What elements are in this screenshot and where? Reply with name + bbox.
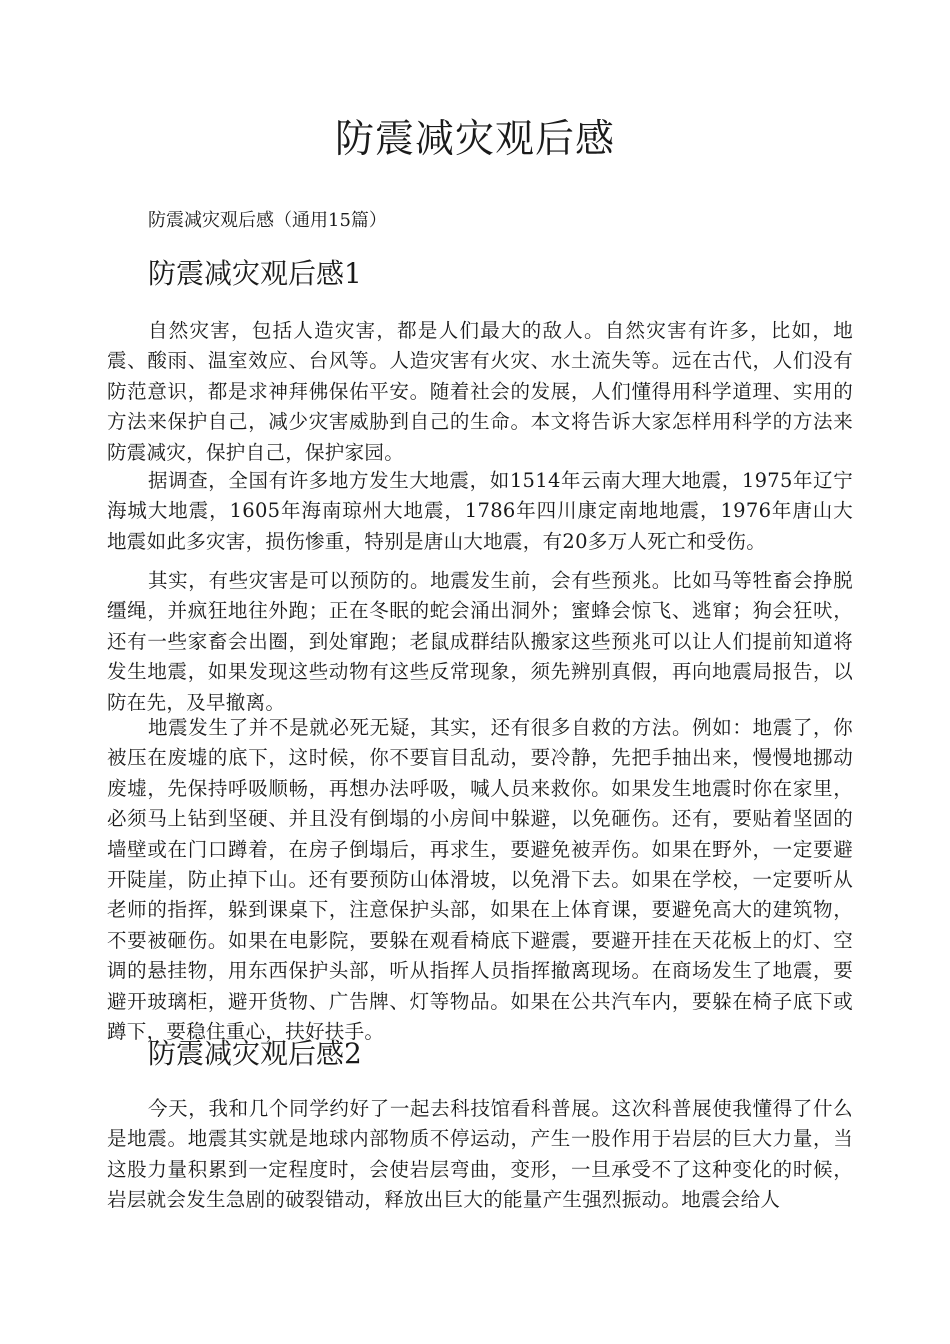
section-1-paragraph-4: 地震发生了并不是就必死无疑，其实，还有很多自救的方法。例如：地震了，你被压在废墟的底下，这时候，你不要盲目乱动，要冷静，先把手抽出来，慢慢地挪动废墟，先保持呼吸顺畅，再想办法呼吸，喊人员来救你。如果发生地震时你在家里，必须马上钻到坚硬、并且没有倒塌的小房间中躲避，以免砸伤。还有，要贴着坚固的墙壁或在门口蹲着，在房子倒塌后，再求生，要避免被弄伤。如果在野外，一定要避开陡崖，防止掉下山。还有要预防山体滑坡，以免滑下去。如果在学校，一定要听从老师的指挥，躲到课桌下，注意保护头部，如果在上体育课，要避免高大的建筑物，不要被砸伤。如果在电影院，要躲在观看椅底下避震，要避开挂在天花板上的灯、空调的悬挂物，用东西保护头部，听从指挥人员指挥撤离现场。在商场发生了地震，要避开玻璃柜，避开货物、广告牌、灯等物品。如果在公共汽车内，要躲在椅子底下或蹲下，要稳住重心，扶好扶手。 bbox=[107, 716, 853, 1044]
section-1-paragraph-2: 据调查，全国有许多地方发生大地震，如1514年云南大理大地震，1975年辽宁海城大地震，1605年海南琼州大地震，1786年四川康定南地地震，1976年唐山大地震如此多灾害，损伤惨重，特别是唐山大地震，有20多万人死亡和受伤。 bbox=[107, 469, 853, 553]
section-1-paragraph-3: 其实，有些灾害是可以预防的。地震发生前，会有些预兆。比如马等牲畜会挣脱缰绳，并疯狂地往外跑；正在冬眠的蛇会涌出洞外；蜜蜂会惊飞、逃窜；狗会狂吠，还有一些家畜会出圈，到处窜跑；老鼠成群结队搬家这些预兆可以让人们提前知道将发生地震，如果发现这些动物有这些反常现象，须先辨别真假，再向地震局报告，以防在先，及早撤离。 bbox=[107, 569, 853, 714]
section-1-paragraph-1: 自然灾害，包括人造灾害，都是人们最大的敌人。自然灾害有许多，比如，地震、酸雨、温室效应、台风等。人造灾害有火灾、水土流失等。远在古代，人们没有防范意识，都是求神拜佛保佑平安。随着社会的发展，人们懂得用科学道理、实用的方法来保护自己，减少灾害威胁到自己的生命。本文将告诉大家怎样用科学的方法来防震减灾，保护自己，保护家园。 bbox=[107, 319, 853, 464]
section-heading-2: 防震减灾观后感2 bbox=[148, 1037, 362, 1070]
section-2-paragraph-1: 今天，我和几个同学约好了一起去科技馆看科普展。这次科普展使我懂得了什么是地震。地震其实就是地球内部物质不停运动，产生一股作用于岩层的巨大力量，当这股力量积累到一定程度时，会使岩层弯曲，变形，一旦承受不了这种变化的时候，岩层就会发生急剧的破裂错动，释放出巨大的能量产生强烈振动。地震会给人 bbox=[107, 1097, 853, 1212]
document-subtitle: 防震减灾观后感（通用15篇） bbox=[148, 210, 387, 231]
page-title: 防震减灾观后感 bbox=[334, 117, 615, 162]
section-heading-1: 防震减灾观后感1 bbox=[148, 257, 362, 290]
